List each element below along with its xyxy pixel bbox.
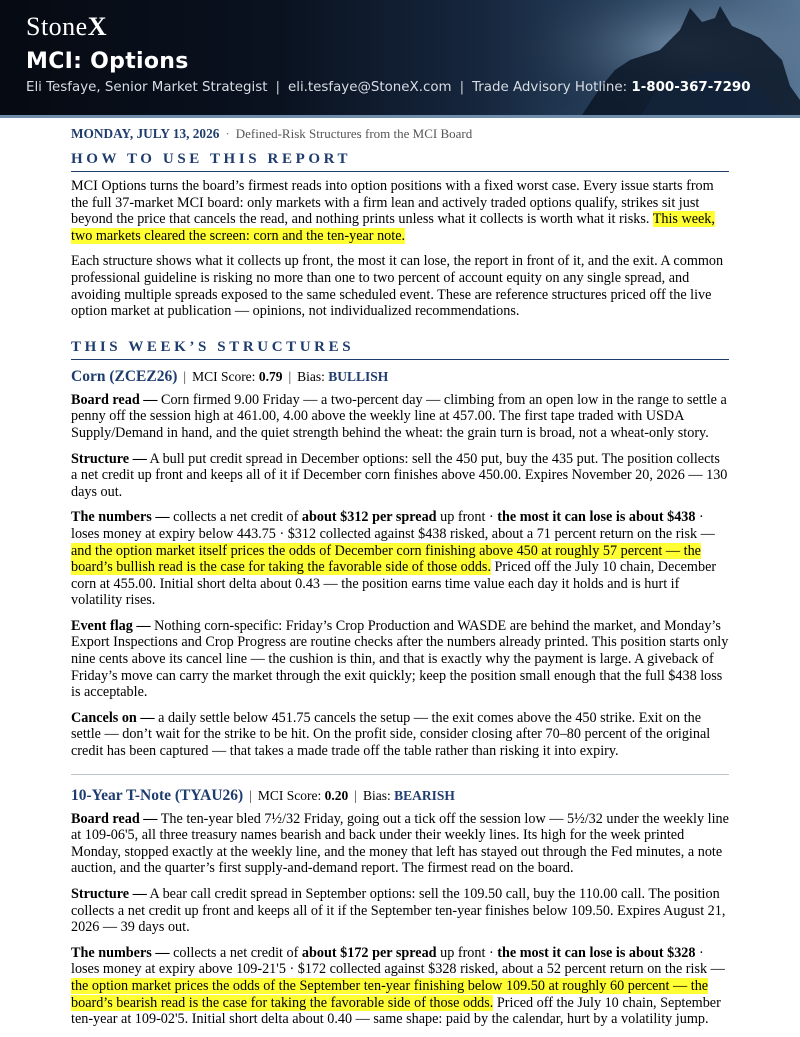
market-name: Corn (ZCEZ26) [71, 367, 178, 385]
tnote-board-read: Board read — The ten-year bled 7½/32 Friday, going out a tick off the session low — 5½/32 under the weekly line at 109-06'5, all three treasury names bearish and back under their weekly lines. Its high for the week printed Monday, stopped exactly at the weekly line, and the money that left has stayed out through the Fed minutes, a note auction, and the quarter’s first supply-and-demand report. The firmest read on the board. [71, 810, 729, 877]
how-to-use-heading: HOW TO USE THIS REPORT [71, 148, 729, 172]
corn-board-read: Board read — Corn firmed 9.00 Friday — a two-percent day — climbing from an open low in the range to settle a penny off the session high at 461.00, 4.00 above the weekly line at 457.00. The first tape traded with USDA Supply/Demand in hand, and the quiet strength behind the wheat: the grain turn is broad, not a wheat-only story. [71, 391, 727, 441]
corn-market-header: Corn (ZCEZ26) | MCI Score: 0.79 | Bias: BULLISH [71, 367, 389, 385]
tnote-market-header: 10-Year T-Note (TYAU26) | MCI Score: 0.20 | Bias: BEARISH [71, 786, 455, 804]
market-name: 10-Year T-Note (TYAU26) [71, 786, 244, 804]
tnote-structure: Structure — A bear call credit spread in September options: sell the 109.50 call, buy the 110.00 call. The position collects a net credit up front and keeps all of it if the September ten-year finishes below 109.50. Expires August 21, 2026 — 39 days out. [71, 886, 726, 936]
issue-date: MONDAY, JULY 13, 2026 [71, 126, 220, 141]
how-to-use-paragraph-1: MCI Options turns the board’s firmest reads into option positions with a fixed worst case. Every issue starts from the full 37-market MCI board: only markets with a firm lean and actively traded options qualify, strikes sit just beyond the price that cancels the read, and nothing prints unless what it collects is worth what it risks. This week, two markets cleared the screen: corn and the ten-year note. [71, 178, 715, 244]
hotline-label: Trade Advisory Hotline: [472, 80, 628, 95]
mci-score: 0.20 [324, 787, 349, 803]
hotline-number[interactable]: 1-800-367-7290 [631, 80, 751, 95]
how-to-use-paragraph-2: Each structure shows what it collects up front, the most it can lose, the report in front of it, and the exit. A common professional guideline is risking no more than one to two percent of account equity on any single spread, and avoiding multiple spreads exposed to the same scheduled event. These are reference structures priced off the live option market at publication — opinions, not individualized recommendations. [71, 253, 724, 320]
corn-numbers: The numbers — collects a net credit of about $312 per spread up front · the most it can lose is about $438 · loses money at expiry below 443.75 · $312 collected against $438 risked, about a 71 percent return on the risk — and the option market itself prices the odds of December corn finishing above 450 at roughly 57 percent — the board’s bullish read is the case for taking the favorable side of those odds. Priced off the July 10 chain, December corn at 455.00. Initial short delta about 0.43 — the position earns time value each day it holds and is hurt if volatility rises. [71, 509, 717, 609]
brand-logo: StoneX [26, 12, 108, 41]
corn-structure: Structure — A bull put credit spread in December options: sell the 450 put, buy the 435 put. The position collects a net credit up front and keeps all of it if December corn finishes above 450.00. Expires November 20, 2026 — 130 days out. [71, 450, 728, 500]
corn-cancels-on: Cancels on — a daily settle below 451.75 cancels the setup — the exit comes above the 450 strike. Exit on the settle — don’t wait for the strike to be hit. On the profit side, consider closing after 70–80 percent of the original credit has been captured — that takes a made trade off the table rather than risking it into expiry. [71, 709, 711, 760]
author-email[interactable]: eli.tesfaye@StoneX.com [287, 80, 452, 95]
section-divider [71, 774, 729, 775]
corn-event-flag: Event flag — Nothing corn-specific: Friday’s Crop Production and WASDE are behind the market, and Monday’s Export Inspections and Crop Progress are routine checks after the numbers already printed. This position starts only nine cents above its cancel line — the cushion is thin, and that is exactly why the payment is large. A giveback of Friday’s move can carry the market through the exit quickly; keep the position small enough that the full $438 loss is acceptable. [71, 617, 729, 701]
dateline: MONDAY, JULY 13, 2026 · Defined-Risk Structures from the MCI Board [71, 126, 473, 141]
bias-badge: BEARISH [394, 787, 455, 803]
contact-line: Eli Tesfaye, Senior Market Strategist | eli.tesfaye@StoneX.com | Trade Advisory Hotline: 1-800-367-7290 [26, 80, 751, 95]
mci-score: 0.79 [258, 368, 283, 384]
header-banner [0, 0, 800, 118]
highlight: and the option market itself prices the odds of December corn finishing above 450 at roughly 57 percent — the board’s bullish read is the case for taking the favorable side of those odds. [71, 542, 701, 576]
report-title: MCI: Options [26, 49, 189, 74]
bias-badge: BULLISH [328, 368, 389, 384]
report-body [71, 126, 729, 1037]
issue-subtitle: Defined-Risk Structures from the MCI Board [235, 126, 473, 141]
highlight: the option market prices the odds of the September ten-year finishing below 109.50 at roughly 60 percent — the board’s bearish read is the case for taking the favorable side of those odds. [71, 977, 709, 1011]
tnote-numbers: The numbers — collects a net credit of about $172 per spread up front · the most it can lose is about $328 · loses money at expiry above 109-21'5 · $172 collected against $328 risked, about a 52 percent return on the risk — the option market prices the odds of the September ten-year finishing below 109.50 at roughly 60 percent — the board’s bearish read is the case for taking the favorable side of those odds. Priced off the July 10 chain, September ten-year at 109-02'5. Initial short delta about 0.40 — same shape: paid by the calendar, hurt by a volatility jump. [71, 944, 725, 1028]
structures-heading: THIS WEEK’S STRUCTURES [71, 336, 729, 360]
author-name: Eli Tesfaye, Senior Market Strategist [26, 80, 268, 95]
bull-silhouette-icon [520, 0, 800, 118]
highlight: This week, two markets cleared the screen: corn and the ten-year note. [71, 211, 715, 244]
